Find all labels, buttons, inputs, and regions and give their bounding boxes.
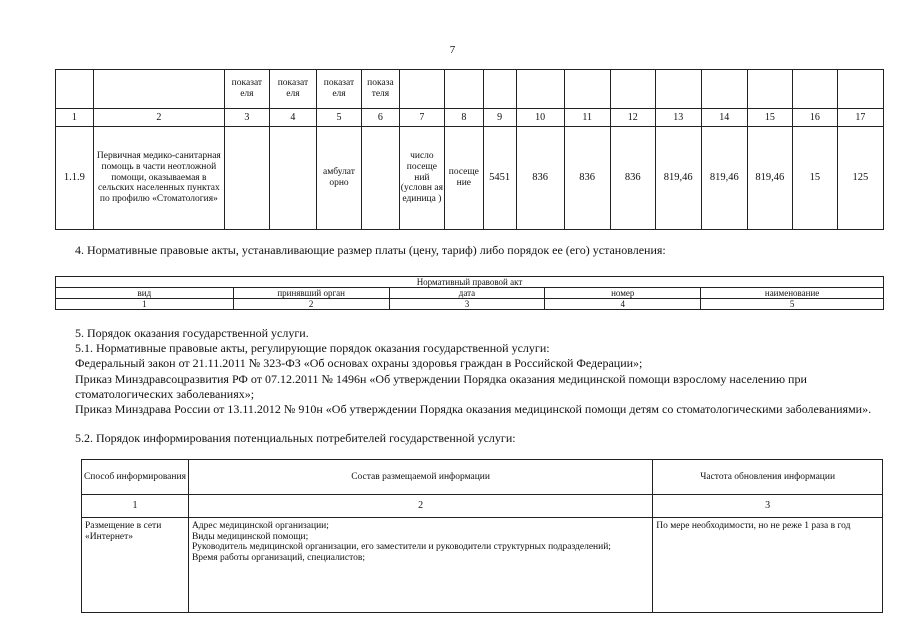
info-line: Руководитель медицинской организации, его заместители и руководители структурных подразделений; [191, 542, 611, 553]
table-cell: 6 [362, 109, 400, 127]
table-cell: 15 [747, 109, 792, 127]
table-header-row [56, 70, 884, 109]
info-cell [188, 518, 652, 613]
table-cell: номер [545, 288, 701, 299]
table-cell [837, 70, 883, 109]
section5-1-title: 5.1. Нормативные правовые акты, регулирующие порядок оказания государственной услуги: [75, 341, 550, 355]
table-header-cell: Состав размещаемой информации [188, 460, 652, 495]
table-cell: 2 [233, 299, 389, 310]
table-cell: 1 [56, 109, 94, 127]
table-cell: 4 [269, 109, 316, 127]
table-cell: 16 [792, 109, 837, 127]
table-number-row [56, 299, 884, 310]
table-cell: число посеще ний (условн ая единица ) [399, 127, 444, 230]
law-item: Федеральный закон от 21.11.2011 № 323-ФЗ «Об основах охраны здоровья граждан в Российской Федерации»; [75, 356, 643, 370]
method-cell: Размещение в сети «Интернет» [82, 518, 189, 613]
table-number-cell: 2 [188, 495, 652, 518]
table-number-cell: 1 [82, 495, 189, 518]
table-cell: 836 [516, 127, 564, 230]
table-cell: 819,46 [655, 127, 701, 230]
information-table [81, 459, 883, 613]
table-cell [701, 70, 747, 109]
table-cell [792, 70, 837, 109]
table-cell: 2 [93, 109, 224, 127]
table-cell: 4 [545, 299, 701, 310]
table-cell: вид [56, 288, 234, 299]
table-cell: 836 [564, 127, 610, 230]
table-number-row [56, 109, 884, 127]
law-item: Приказ Минздрава России от 13.11.2012 № 910н «Об утверждении Порядка оказания медицинской помощи детям со стоматологическими заболеваниями». [75, 402, 872, 416]
table-cell: показат еля [269, 70, 316, 109]
table-header-cell: Способ информирования [82, 460, 189, 495]
table-cell: 5 [316, 109, 361, 127]
info-line: Адрес медицинской организации; [191, 521, 329, 531]
table-cell: 3 [389, 299, 545, 310]
table-cell: принявший орган [233, 288, 389, 299]
table-row [82, 518, 883, 613]
table-cell [747, 70, 792, 109]
page-number: 7 [449, 44, 456, 56]
table-cell [483, 70, 516, 109]
table-cell: 5 [701, 299, 884, 310]
table-cell: 10 [516, 109, 564, 127]
table-cell [93, 70, 224, 109]
table-number-cell: 3 [653, 495, 883, 518]
table-cell [516, 70, 564, 109]
table-cell: 11 [564, 109, 610, 127]
section5-title: 5. Порядок оказания государственной услуги. [75, 326, 309, 340]
table-cell: дата [389, 288, 545, 299]
table-cell [564, 70, 610, 109]
table-cell: 3 [224, 109, 269, 127]
table-cell [444, 70, 483, 109]
table-cell: 15 [792, 127, 837, 230]
table-cell: 819,46 [701, 127, 747, 230]
table-cell: 13 [655, 109, 701, 127]
indicators-table [55, 69, 884, 230]
table-header-cell: Частота обновления информации [653, 460, 883, 495]
info-line: Виды медицинской помощи; [191, 531, 309, 542]
table-cell [56, 70, 94, 109]
table-row [56, 127, 884, 230]
table-cell: показат еля [224, 70, 269, 109]
table-cell: показат еля [316, 70, 361, 109]
table-cell [269, 127, 316, 230]
law-item: Приказ Минздравсоцразвития РФ от 07.12.2011 № 1496н «Об утверждении Порядка оказания медицинской помощи взрослому населению при стоматологических заболеваниях»; [75, 372, 807, 401]
table-cell [399, 70, 444, 109]
info-line: Время работы организаций, специалистов; [191, 552, 366, 563]
section5-2-title: 5.2. Порядок информирования потенциальных потребителей государственной услуги: [75, 431, 516, 445]
table-cell: 819,46 [747, 127, 792, 230]
table-cell: 7 [399, 109, 444, 127]
table-cell: 12 [610, 109, 655, 127]
table-cell [362, 127, 400, 230]
table-cell: наименование [701, 288, 884, 299]
section4-title: 4. Нормативные правовые акты, устанавливающие размер платы (цену, тариф) либо порядок ее (его) установления: [75, 243, 666, 257]
table-cell: 17 [837, 109, 883, 127]
table-cell: 1.1.9 [56, 127, 94, 230]
table-cell: Первичная медико-санитарная помощь в части неотложной помощи, оказываемая в сельских населенных пунктах по профилю «Стоматология» [93, 127, 224, 230]
normative-acts-table [55, 276, 884, 310]
table-cell: показа теля [362, 70, 400, 109]
table-cell: 9 [483, 109, 516, 127]
table-cell [610, 70, 655, 109]
table-cell: посеще ние [444, 127, 483, 230]
table-cell: 125 [837, 127, 883, 230]
table-cell [224, 127, 269, 230]
table-cell: 1 [56, 299, 234, 310]
table-cell: 8 [444, 109, 483, 127]
table-cell: амбулат орно [316, 127, 361, 230]
table-cell [655, 70, 701, 109]
table-cell: 836 [610, 127, 655, 230]
frequency-cell: По мере необходимости, но не реже 1 раза в год [653, 518, 883, 613]
table-cell: 14 [701, 109, 747, 127]
table-header-row [56, 288, 884, 299]
table-cell: 5451 [483, 127, 516, 230]
table-title: Нормативный правовой акт [56, 277, 884, 288]
